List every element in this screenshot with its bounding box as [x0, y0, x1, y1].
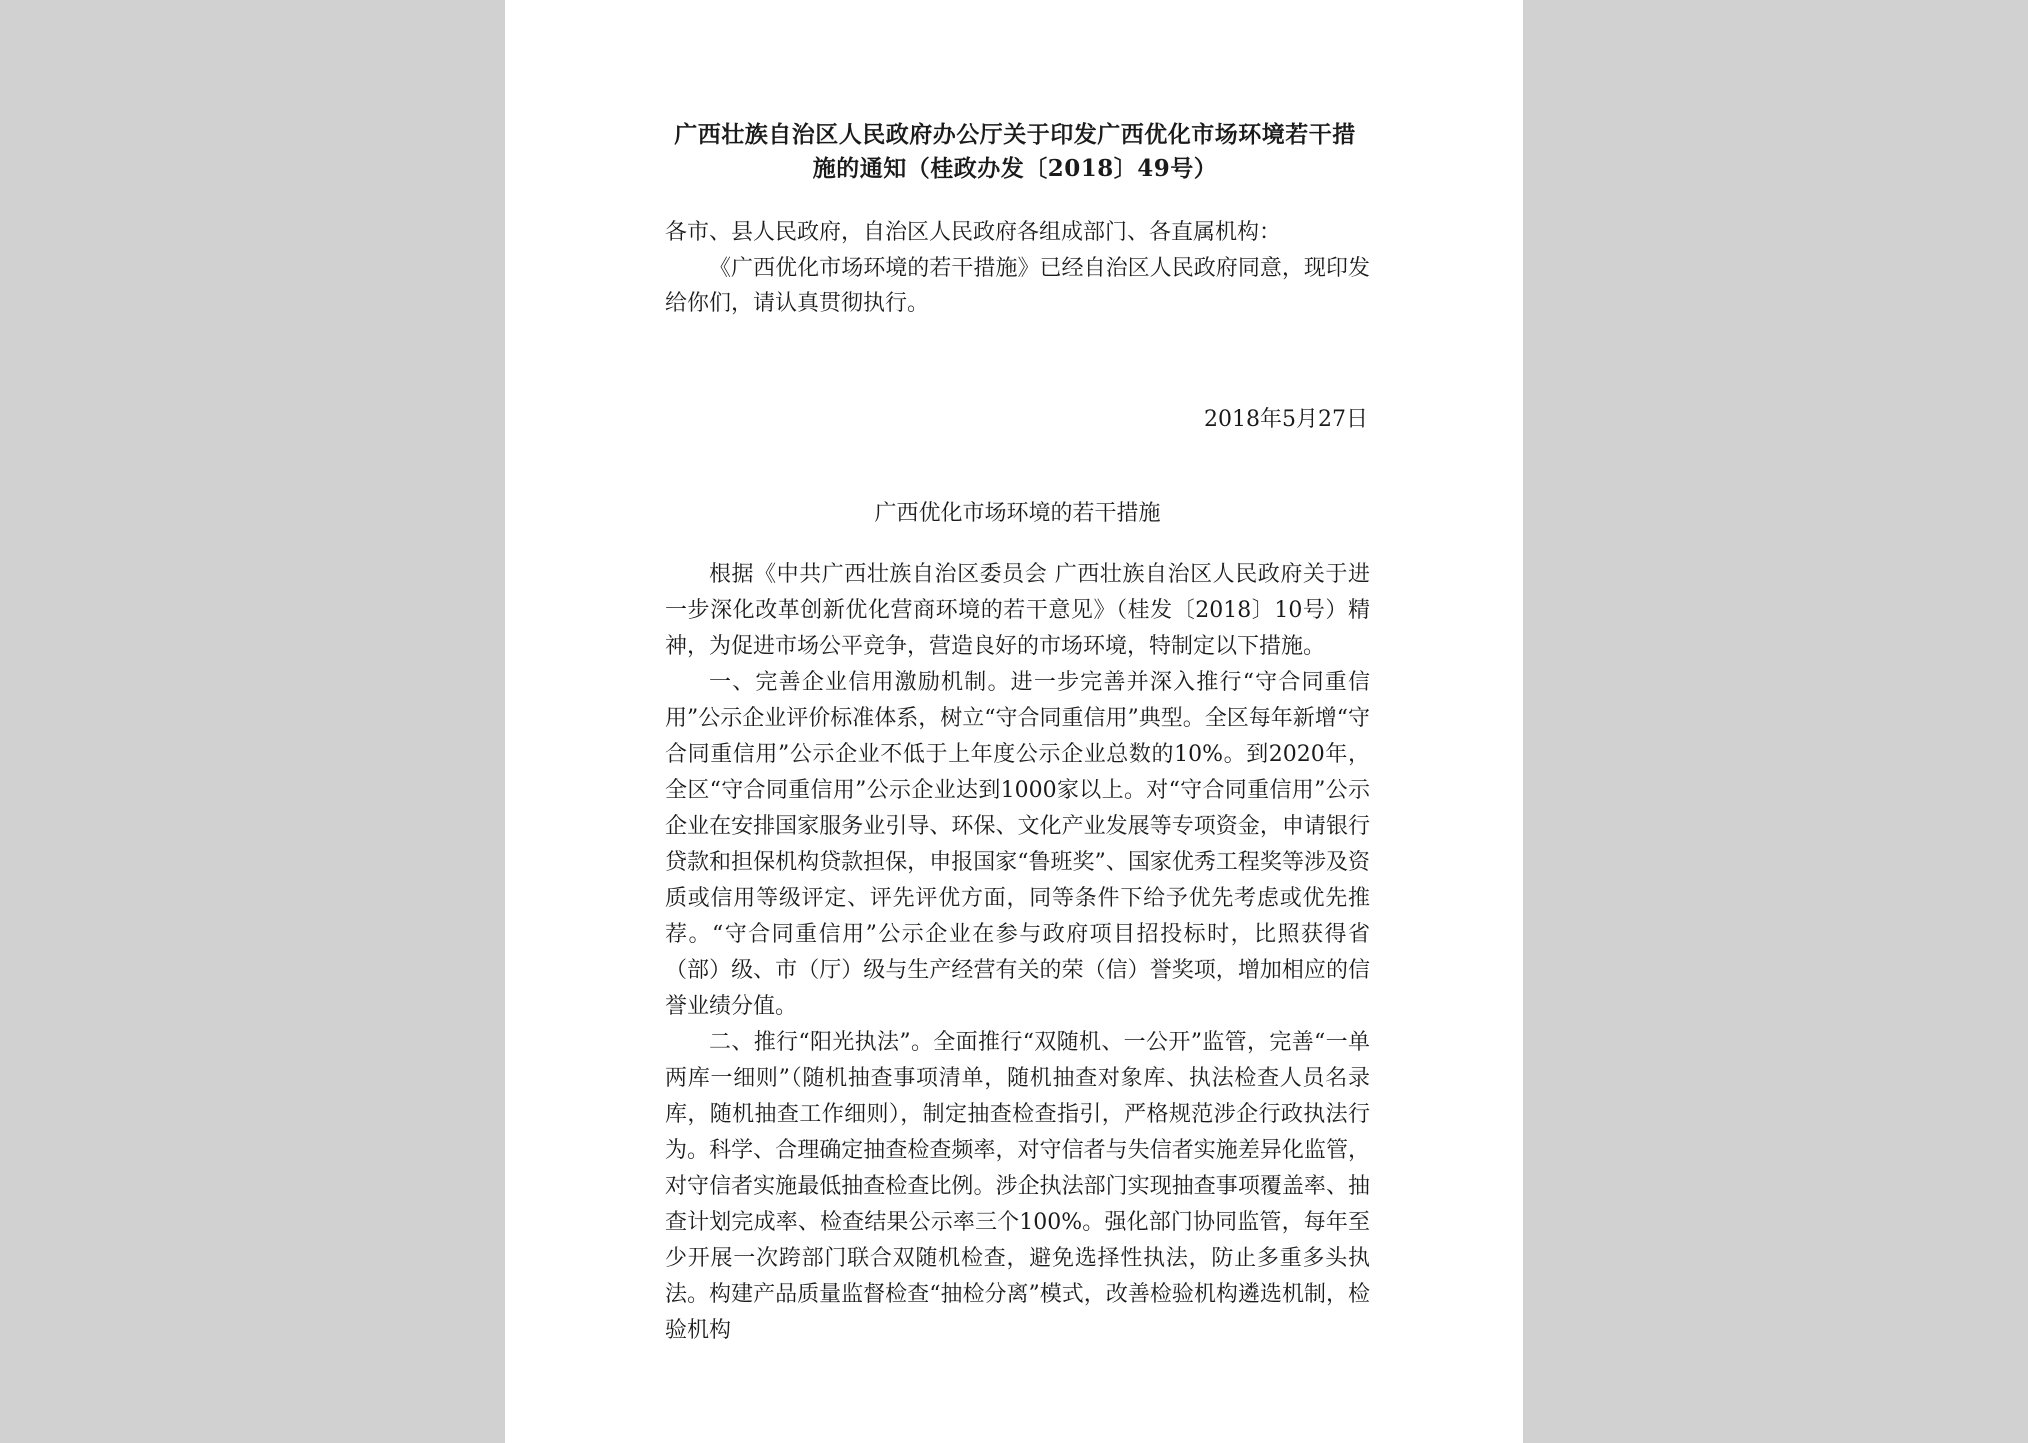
body-paragraph-preamble: 根据《中共广西壮族自治区委员会 广西壮族自治区人民政府关于进一步深化改革创新优化营商环境的若干意见》（桂发〔2018〕10号）精神，为促进市场公平竞争，营造良好的市场环境，特制定以下措施。 [665, 562, 1370, 659]
body-paragraph-credit-incentive: 一、完善企业信用激励机制。进一步完善并深入推行“守合同重信用”公示企业评价标准体系，树立“守合同重信用”典型。全区每年新增“守合同重信用”公示企业不低于上年度公示企业总数的10%。到2020年，全区“守合同重信用”公示企业达到1000家以上。对“守合同重信用”公示企业在安排国家服务业引导、环保、文化产业发展等专项资金，申请银行贷款和担保机构贷款担保，申报国家“鲁班奖”、国家优秀工程奖等涉及资质或信用等级评定、评先评优方面，同等条件下给予优先考虑或优先推荐。“守合同重信用”公示企业在参与政府项目招投标时，比照获得省（部）级、市（厅）级与生产经营有关的荣（信）誉奖项，增加相应的信誉业绩分值。 [665, 670, 1370, 1019]
document-page [505, 0, 1523, 1443]
document-title: 广西壮族自治区人民政府办公厅关于印发广西优化市场环境若干措施的通知（桂政办发〔2018〕49号） [674, 121, 1356, 182]
issue-date: 2018年5月27日 [1204, 407, 1368, 432]
body-text [665, 557, 1370, 1349]
intro-paragraph: 《广西优化市场环境的若干措施》已经自治区人民政府同意，现印发给你们，请认真贯彻执行。 [665, 256, 1370, 316]
body-paragraph-sunshine-enforcement: 二、推行“阳光执法”。全面推行“双随机、一公开”监管，完善“一单两库一细则”（随机抽查事项清单，随机抽查对象库、执法检查人员名录库，随机抽查工作细则），制定抽查检查指引，严格规范涉企行政执法行为。科学、合理确定抽查检查频率，对守信者与失信者实施差异化监管，对守信者实施最低抽查检查比例。涉企执法部门实现抽查事项覆盖率、抽查计划完成率、检查结果公示率三个100%。强化部门协同监管，每年至少开展一次跨部门联合双随机检查，避免选择性执法，防止多重多头执法。构建产品质量监督检查“抽检分离”模式，改善检验机构遴选机制，检验机构 [665, 1030, 1370, 1343]
salutation: 各市、县人民政府，自治区人民政府各组成部门、各直属机构： [665, 220, 1282, 245]
section-title: 广西优化市场环境的若干措施 [874, 501, 1161, 526]
